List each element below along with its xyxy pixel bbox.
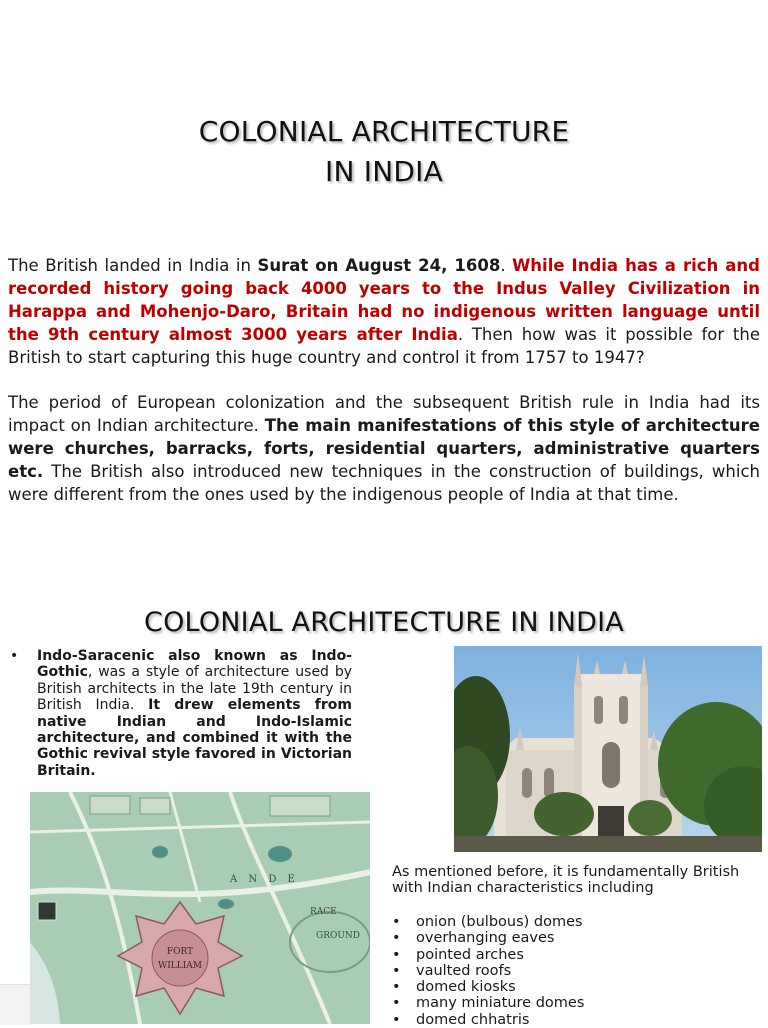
church-photo (454, 646, 762, 852)
bullet-plain: , was a style of architecture used by British architects in the late 19th century in British India. (37, 664, 352, 714)
bullet-marker: • (392, 930, 401, 947)
map-label-race: RACE (310, 907, 337, 917)
feature-text: pointed arches (416, 946, 524, 963)
impact-paragraph (8, 391, 760, 506)
bullet-marker: • (392, 1011, 401, 1028)
slide2-title: COLONIAL ARCHITECTURE IN INDIA (144, 607, 624, 638)
list-item (392, 1012, 584, 1028)
list-item (392, 930, 584, 946)
characteristics-list (392, 914, 584, 1028)
map-label-maidan: A N D E (230, 874, 299, 885)
fort-william-map (30, 792, 370, 1024)
list-item (392, 995, 584, 1011)
feature-text: domed kiosks (416, 979, 516, 996)
list-item (392, 914, 584, 930)
slide1-title (0, 112, 768, 192)
p1-red-history: While India has a rich and recorded history going back 4000 years to the Indus Valley Civilization in Harappa and Mohenjo-Daro, Britain had no indigenous written language until the 9th century almost 3000 years after India (8, 256, 760, 344)
bullet-text (37, 648, 352, 779)
feature-text: domed chhatris (416, 1011, 530, 1028)
slide1-title-line1: COLONIAL ARCHITECTURE (198, 115, 570, 148)
p1-bold-date: Surat on August 24, 1608 (257, 256, 501, 275)
characteristics-intro: As mentioned before, it is fundamentally British with Indian characteristics including (392, 864, 740, 896)
p1-text-2: . (500, 256, 513, 275)
bullet-marker: • (392, 946, 401, 963)
feature-text: overhanging eaves (416, 930, 555, 947)
feature-text: vaulted roofs (416, 962, 512, 979)
feature-text: many miniature domes (416, 995, 585, 1012)
bullet-marker: • (392, 962, 401, 979)
map-label-fort: FORT (166, 947, 194, 957)
p2-bold-manifestations: The main manifestations of this style of architecture were churches, barracks, forts, residential quarters, administrative quarters etc. (8, 416, 760, 481)
page-corner (0, 984, 31, 1025)
p1-text-1: The British landed in India in (8, 256, 258, 275)
slide1-title-line2: IN INDIA (325, 155, 443, 188)
p2-text-1: The period of European colonization and the subsequent British rule in India had its impact on Indian architecture. (8, 393, 760, 435)
indo-saracenic-bullet (10, 648, 352, 779)
bullet-marker: • (392, 979, 401, 996)
bullet-marker: • (10, 648, 19, 664)
p1-text-3: . Then how was it possible for the British to start capturing this huge country and control it from 1757 to 1947? (8, 325, 761, 367)
map-label-ground: GROUND (316, 931, 361, 941)
intro-paragraph (8, 254, 760, 369)
p2-text-2: The British also introduced new techniques in the construction of buildings, which were different from the ones used by the indigenous people of India at that time. (8, 462, 760, 504)
bullet-bold-1: Indo-Saracenic also known as Indo-Gothic (37, 648, 352, 681)
list-item (392, 979, 584, 995)
bullet-marker: • (392, 995, 401, 1012)
feature-text: onion (bulbous) domes (416, 914, 583, 930)
bullet-marker: • (392, 914, 401, 930)
map-label-william: WILLIAM (157, 961, 203, 971)
list-item (392, 963, 584, 979)
list-item (392, 947, 584, 963)
bullet-bold-2: It drew elements from native Indian and Indo-Islamic architecture, and combined it with the Gothic revival style favored in Victorian Britain. (37, 697, 352, 779)
